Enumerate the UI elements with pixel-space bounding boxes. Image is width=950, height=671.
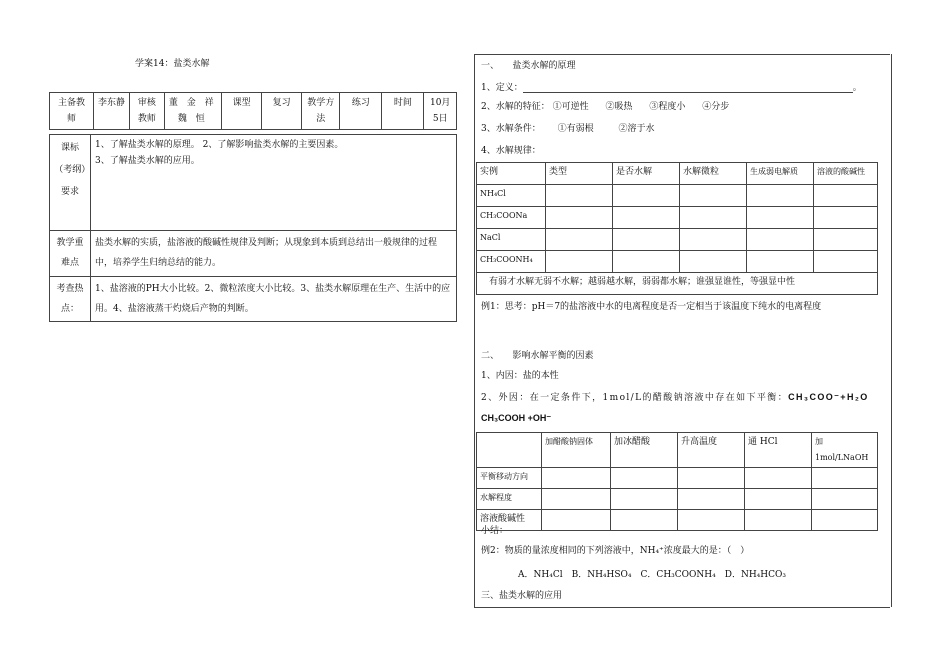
info-cell: 时间 [382, 93, 424, 130]
blank-cell[interactable] [747, 251, 814, 273]
equation-right: CH₃COOH +OH⁻ [481, 413, 552, 423]
blank-cell[interactable] [546, 251, 613, 273]
info-cell: 教学方法 [302, 93, 340, 130]
blank-cell[interactable] [542, 510, 611, 531]
info-cell: 主备教师 [50, 93, 94, 130]
table-row [477, 510, 878, 531]
objective-line: 1、了解盐类水解的原理。 2、了解影响盐类水解的主要因素。 [95, 140, 344, 150]
objectives-table [49, 134, 457, 322]
summary-label: 小结： [481, 526, 509, 536]
conditions-label: 3、水解条件： [481, 124, 541, 134]
blank-cell[interactable] [747, 207, 814, 229]
blank-cell[interactable] [613, 251, 680, 273]
blank-cell[interactable] [745, 489, 812, 510]
page-title: 学案14：盐类水解 [135, 59, 210, 69]
blank-cell[interactable] [814, 185, 878, 207]
section-3-heading: 三、盐类水解的应用 [481, 591, 563, 601]
row-label: 水解程度 [477, 489, 542, 510]
blank-cell[interactable] [611, 468, 678, 489]
blank-cell[interactable] [680, 229, 747, 251]
condition-item: ①有弱根 [557, 124, 594, 134]
internal-factor: 1、内因：盐的本性 [481, 371, 559, 381]
table-row [477, 163, 878, 185]
row-label: 平衡移动方向 [477, 468, 542, 489]
objective-line: 3、了解盐类水解的应用。 [95, 156, 200, 166]
blank-cell[interactable] [613, 229, 680, 251]
feature-item: ①可逆性 [552, 102, 589, 112]
blank-cell[interactable] [678, 489, 745, 510]
blank-cell[interactable] [680, 185, 747, 207]
table-row [477, 433, 878, 468]
info-cell: 李东静 [93, 93, 129, 130]
row-label: CH₃COONH₄ [477, 251, 546, 273]
conditions-line [481, 121, 655, 134]
table-row [50, 93, 457, 130]
exam-cell: 1、盐溶液的PH大小比较。2、微粒浓度大小比较。3、盐类水解原理在生产、生活中的应用。4、盐溶液蒸干灼烧后产物的判断。 [91, 277, 457, 322]
section-2-heading: 二、 影响水解平衡的因素 [481, 351, 594, 361]
blank-cell[interactable] [613, 185, 680, 207]
top-border [474, 54, 890, 55]
blank-cell[interactable] [680, 207, 747, 229]
row-label: NaCl [477, 229, 546, 251]
table-row [477, 468, 878, 489]
blank-cell[interactable] [814, 229, 878, 251]
info-cell: 10月5日 [424, 93, 457, 130]
keypoints-label: 教学重难点 [50, 231, 91, 277]
info-cell: 练习 [340, 93, 382, 130]
exam-label: 考查热点： [50, 277, 91, 322]
table-row [477, 251, 878, 273]
example-2-options: A．NH₄Cl B．NH₄HSO₄ C．CH₃COONH₄ D．NH₄HCO₃ [518, 570, 787, 580]
table-row [50, 277, 457, 322]
table-row [477, 489, 878, 510]
column-header: 溶液的酸碱性 [814, 163, 878, 185]
table-row [477, 273, 878, 295]
blank-cell[interactable] [745, 510, 812, 531]
column-header: 加醋酸钠固体 [542, 433, 611, 468]
table-row [477, 229, 878, 251]
column-header: 实例 [477, 163, 546, 185]
row-label: 溶液酸碱性 [477, 510, 542, 531]
definition-end: 。 [852, 83, 862, 93]
external-factor: 2、外因：在一定条件下，1mol/L的醋酸钠溶液中存在如下平衡： [481, 393, 789, 403]
column-header: 通 HCl [745, 433, 812, 468]
definition-blank[interactable] [523, 82, 853, 93]
section-1-heading: 一、 盐类水解的原理 [481, 61, 576, 71]
feature-item: ②吸热 [605, 102, 633, 112]
info-cell: 审核教师 [130, 93, 164, 130]
blank-cell[interactable] [678, 468, 745, 489]
blank-cell[interactable] [678, 510, 745, 531]
column-header [477, 433, 542, 468]
equilibrium-table [476, 432, 878, 531]
blank-cell[interactable] [611, 489, 678, 510]
features-label: 2、水解的特征： [481, 102, 550, 112]
blank-cell[interactable] [546, 207, 613, 229]
row-label: CH₃COONa [477, 207, 546, 229]
column-header: 是否水解 [613, 163, 680, 185]
objectives-label: 课标（考纲）要求 [50, 135, 91, 231]
rules-label: 4、水解规律： [481, 146, 541, 156]
definition-label: 1、定义： [481, 83, 523, 93]
example-2: 例2：物质的量浓度相同的下列溶液中，NH₄⁺浓度最大的是：（ ） [481, 546, 750, 556]
blank-cell[interactable] [542, 489, 611, 510]
column-header: 加冰醋酸 [611, 433, 678, 468]
external-factor-line [481, 390, 869, 403]
bottom-border [474, 607, 890, 608]
column-header: 水解微粒 [680, 163, 747, 185]
column-header: 类型 [546, 163, 613, 185]
blank-cell[interactable] [745, 468, 812, 489]
blank-cell[interactable] [613, 207, 680, 229]
info-table [49, 92, 457, 130]
blank-cell[interactable] [611, 510, 678, 531]
blank-cell[interactable] [814, 251, 878, 273]
table-row [50, 231, 457, 277]
features-line [481, 99, 729, 112]
column-header: 升高温度 [678, 433, 745, 468]
table-row [50, 135, 457, 231]
blank-cell[interactable] [812, 468, 878, 489]
blank-cell[interactable] [812, 510, 878, 531]
row-label: NH₄Cl [477, 185, 546, 207]
blank-cell[interactable] [546, 229, 613, 251]
rule-summary: 有弱才水解无弱不水解；越弱越水解，弱弱都水解；谁强显谁性，等强显中性 [477, 273, 878, 295]
blank-cell[interactable] [680, 251, 747, 273]
objectives-cell [91, 135, 457, 231]
blank-cell[interactable] [812, 489, 878, 510]
example-1: 例1：思考：pH＝7的盐溶液中水的电离程度是否一定相当于该温度下纯水的电离程度 [481, 302, 822, 312]
column-header: 生成弱电解质 [747, 163, 814, 185]
hydrolysis-rule-table [476, 162, 878, 295]
info-cell: 复习 [262, 93, 302, 130]
definition-line [481, 80, 862, 93]
table-row [477, 207, 878, 229]
info-cell: 董 金 祥 魏 恒 [164, 93, 222, 130]
feature-item: ③程度小 [649, 102, 686, 112]
blank-cell[interactable] [546, 185, 613, 207]
blank-cell[interactable] [814, 207, 878, 229]
blank-cell[interactable] [542, 468, 611, 489]
condition-item: ②溶于水 [618, 124, 655, 134]
blank-cell[interactable] [747, 229, 814, 251]
feature-item: ④分步 [702, 102, 730, 112]
keypoints-cell: 盐类水解的实质，盐溶液的酸碱性规律及判断；从现象到本质到总结出一般规律的过程中，培养学生归纳总结的能力。 [91, 231, 457, 277]
table-row [477, 185, 878, 207]
equation-left: CH₃COO⁻+H₂O [788, 392, 869, 402]
column-header: 加 1mol/LNaOH [812, 433, 878, 468]
blank-cell[interactable] [747, 185, 814, 207]
info-cell: 课型 [222, 93, 262, 130]
